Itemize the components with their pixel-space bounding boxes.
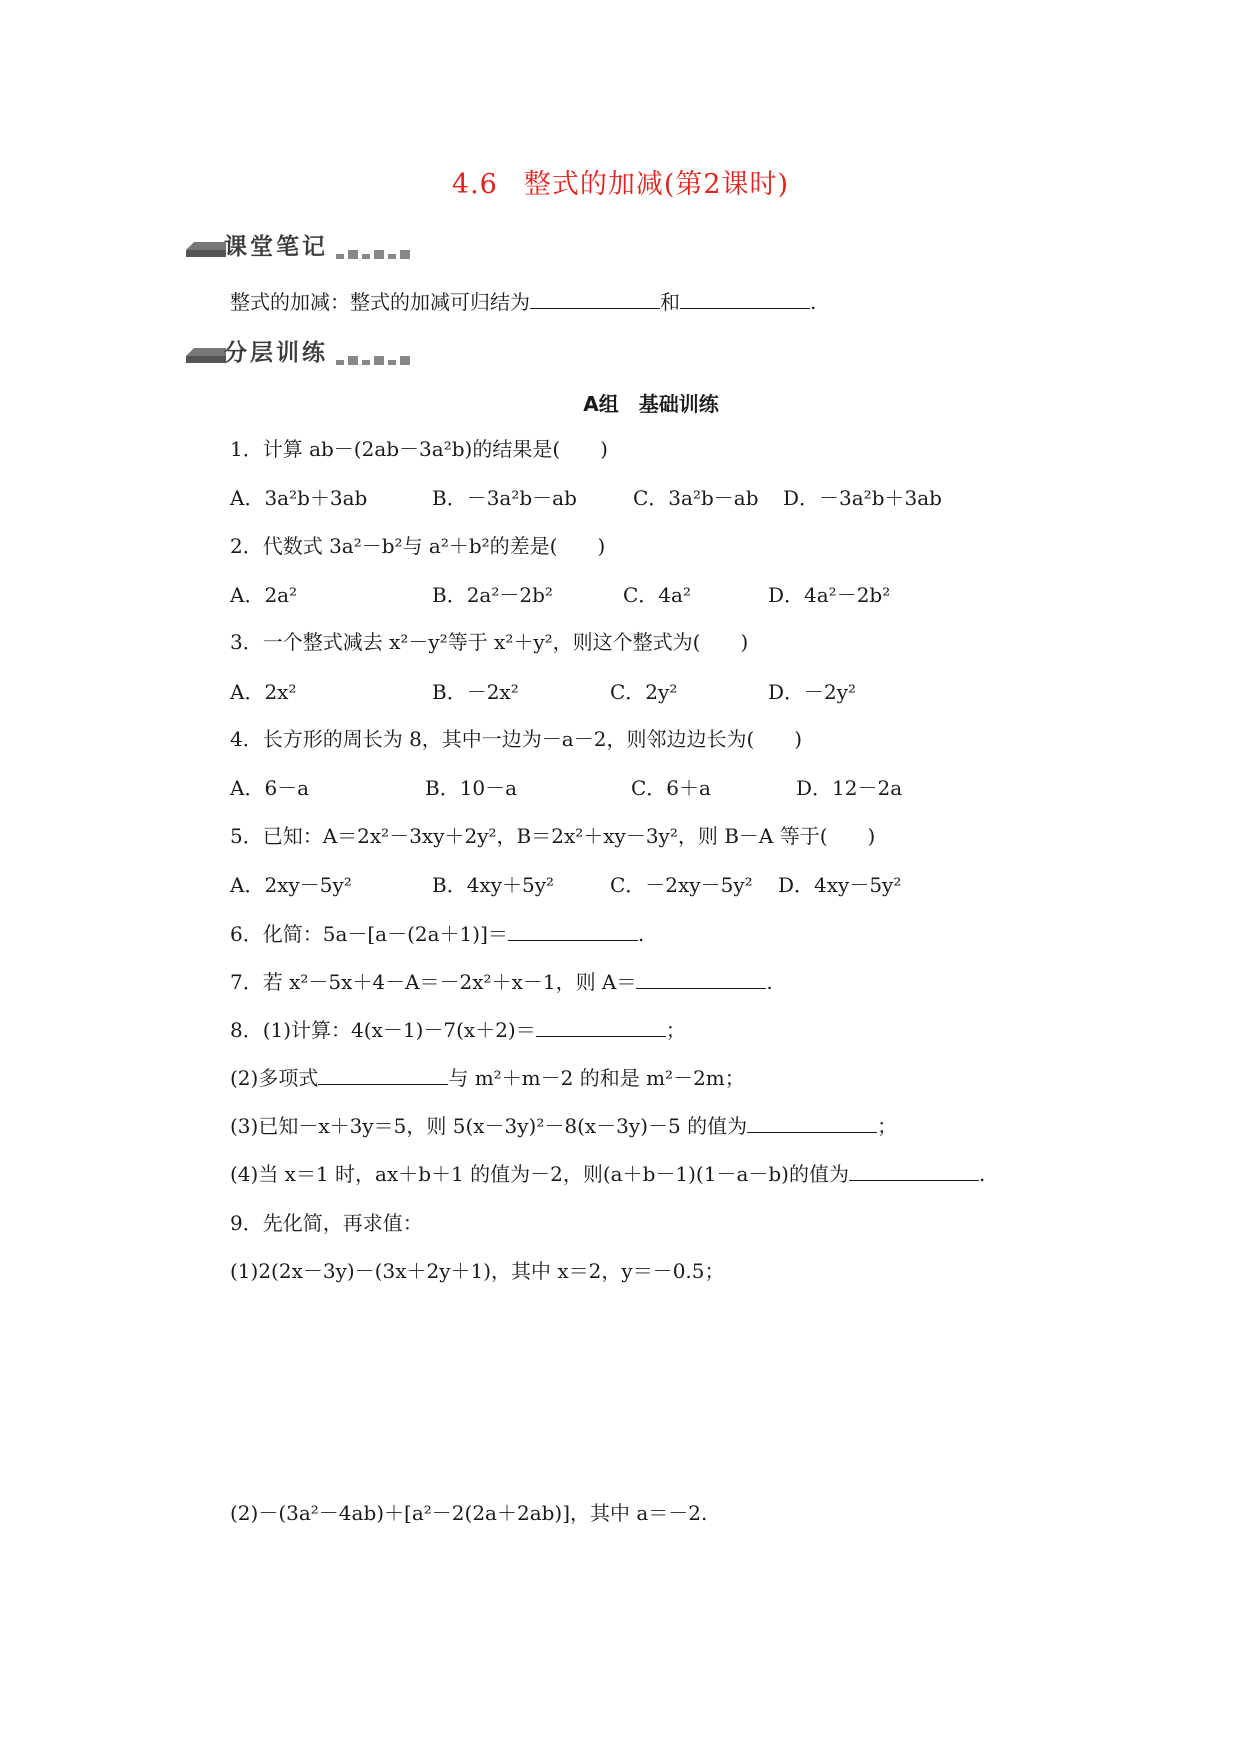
- option-a[interactable]: A．2a²: [230, 583, 298, 607]
- question-8-part-1: 8．(1)计算：4(x－1)－7(x＋2)＝ ；: [230, 1018, 686, 1042]
- option-d[interactable]: D．12－2a: [796, 776, 903, 800]
- question-9: 9．先化简，再求值：: [230, 1211, 423, 1235]
- option-c[interactable]: C．4a²: [623, 583, 691, 607]
- title-number: 4.6: [451, 169, 498, 200]
- option-b[interactable]: B．－3a²b－ab: [432, 486, 577, 510]
- answer-blank[interactable]: [318, 1064, 448, 1085]
- question-8-part-2: (2)多项式 与 m²＋m－2 的和是 m²－2m；: [230, 1066, 745, 1090]
- question-4: 4．长方形的周长为 8，其中一边为－a－2，则邻边边长为( ): [230, 727, 803, 751]
- option-d[interactable]: D．4a²－2b²: [768, 583, 891, 607]
- section-title-notes: 课堂笔记: [224, 234, 328, 260]
- answer-blank[interactable]: [508, 920, 638, 941]
- option-c[interactable]: C．3a²b－ab: [633, 486, 759, 510]
- option-d[interactable]: D．－2y²: [768, 680, 857, 704]
- option-a[interactable]: A．2xy－5y²: [230, 873, 352, 897]
- group-title: A组 基础训练: [583, 392, 719, 416]
- question-8-part-3: (3)已知－x＋3y＝5，则 5(x－3y)²－8(x－3y)－5 的值为 ；: [230, 1114, 898, 1138]
- question-9-part-2: (2)－(3a²－4ab)＋[a²－2(2a＋2ab)]，其中 a＝－2.: [230, 1501, 708, 1525]
- option-d[interactable]: D．4xy－5y²: [778, 873, 902, 897]
- section-title-training: 分层训练: [224, 340, 328, 366]
- answer-blank[interactable]: [530, 288, 660, 309]
- question-5: 5．已知：A＝2x²－3xy＋2y²，B＝2x²＋xy－3y²，则 B－A 等于( ): [230, 824, 876, 848]
- question-3: 3．一个整式减去 x²－y²等于 x²＋y²，则这个整式为( ): [230, 630, 749, 654]
- question-1: 1．计算 ab－(2ab－3a²b)的结果是( ): [230, 437, 608, 461]
- section-header-training: [186, 334, 416, 370]
- option-b[interactable]: B．10－a: [425, 776, 518, 800]
- answer-blank[interactable]: [747, 1112, 877, 1133]
- question-2: 2．代数式 3a²－b²与 a²＋b²的差是( ): [230, 534, 606, 558]
- question-7: 7．若 x²－5x＋4－A＝－2x²＋x－1，则 A＝ .: [230, 970, 773, 994]
- answer-blank[interactable]: [536, 1016, 666, 1037]
- option-c[interactable]: C．6＋a: [631, 776, 711, 800]
- option-a[interactable]: A．2x²: [230, 680, 297, 704]
- section-header-notes: [186, 228, 416, 264]
- option-b[interactable]: B．2a²－2b²: [432, 583, 553, 607]
- option-a[interactable]: A．3a²b＋3ab: [230, 486, 368, 510]
- title-text: 整式的加减(第2课时): [523, 169, 790, 200]
- option-c[interactable]: C．－2xy－5y²: [610, 873, 753, 897]
- question-9-part-1: (1)2(2x－3y)－(3x＋2y＋1)，其中 x＝2，y＝－0.5；: [230, 1259, 725, 1283]
- question-6: 6．化简：5a－[a－(2a＋1)]＝ .: [230, 922, 645, 946]
- notes-line: 整式的加减：整式的加减可归结为 和 .: [230, 290, 817, 314]
- option-b[interactable]: B．4xy＋5y²: [432, 873, 555, 897]
- answer-blank[interactable]: [680, 288, 810, 309]
- option-d[interactable]: D．－3a²b＋3ab: [783, 486, 942, 510]
- answer-blank[interactable]: [849, 1160, 979, 1181]
- option-b[interactable]: B．－2x²: [432, 680, 519, 704]
- option-a[interactable]: A．6－a: [230, 776, 310, 800]
- page-title: [0, 162, 1241, 201]
- option-c[interactable]: C．2y²: [610, 680, 678, 704]
- question-8-part-4: (4)当 x＝1 时，ax＋b＋1 的值为－2，则(a＋b－1)(1－a－b)的值为 .: [230, 1162, 986, 1186]
- answer-blank[interactable]: [636, 968, 766, 989]
